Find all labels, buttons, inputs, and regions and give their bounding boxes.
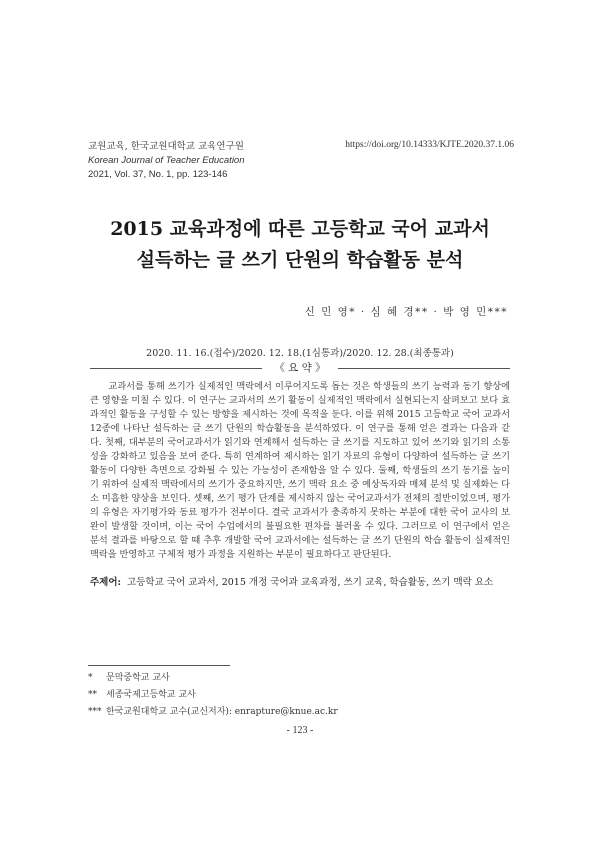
journal-name-korean: 교원교육, 한국교원대학교 교육연구원 — [88, 141, 244, 152]
summary-heading — [90, 361, 510, 375]
footnote-item — [88, 704, 338, 721]
submission-dates: 2020. 11. 16.(접수)/2020. 12. 18.(1심통과)/2020. 12. 28.(최종통과) — [146, 348, 454, 359]
keywords-label: 주제어: — [90, 577, 122, 588]
doi-link[interactable]: https://doi.org/10.14333/KJTE.2020.37.1.06 — [345, 140, 514, 150]
title-line-1: 2015 교육과정에 따른 고등학교 국어 교과서 — [110, 218, 490, 240]
paper-title — [0, 214, 600, 276]
footnote-text: 한국교원대학교 교수(교신저자): enrapture@knue.ac.kr — [106, 707, 338, 717]
journal-name-english: Korean Journal of Teacher Education — [88, 155, 245, 166]
footnote-mark: ** — [88, 690, 97, 700]
author-list: 신 민 영* · 심 혜 경** · 박 영 민*** — [304, 306, 508, 318]
footnote-text: 세종국제고등학교 교사 — [106, 690, 196, 700]
abstract-text: 교과서를 통해 쓰기가 실제적인 맥락에서 이루어지도록 돕는 것은 학생들의 쓰기 능력과 동기 향상에 큰 영향을 미칠 수 있다. 이 연구는 교과서의 쓰기 활동이 실제적인 맥락에서 실현되는지 살펴보고 보다 효과적인 활동을 구성할 수 있는 방향을 제시하는 것에 목적을 둔다. 이를 위해 2015 고등학교 국어 교과서 12종에 나타난 설득하는 글 쓰기 단원의 학습활동을 분석하였다. 이 연구를 통해 얻은 결과는 다음과 같다. 첫째, 대부분의 국어교과서가 읽기와 연계해서 설득하는 글 쓰기를 지도하고 있어 쓰기와 읽기의 소통성을 강화하고 있음을 보여 준다. 특히 연계하여 제시하는 읽기 자료의 유형이 다양하여 설득하는 글 쓰기 활동이 다양한 측면으로 강화될 수 있는 가능성이 존재함을 알 수 있다. 둘째, 학생들의 쓰기 동기를 높이기 위하여 실제적 맥락에서의 쓰기가 중요하지만, 쓰기 맥락 요소 중 예상독자와 매체 분석 및 실제화는 다소 미흡한 양상을 보인다. 셋째, 쓰기 평가 단계를 제시하지 않는 국어교과서가 전체의 절반이었으며, 평가의 유형은 자기평가와 동료 평가가 전부이다. 결국 교과서가 충족하지 못하는 부분에 대한 국어 교사의 보완이 발생할 것이며, 이는 국어 수업에서의 불필요한 편차를 불러올 수 있다. 그러므로 이 연구에서 얻은 분석 결과를 바탕으로 할 때 추후 개발할 국어 교과서에는 설득하는 글 쓰기 단원의 학습 활동이 실제적인 맥락을 반영하고 구체적 평가 과정을 지원하는 부분이 필요하다고 판단된다. — [90, 381, 510, 560]
footnote-mark: * — [88, 673, 93, 683]
page-number: - 123 - — [286, 725, 314, 736]
summary-rule-right — [338, 368, 510, 369]
keywords-text: 고등학교 국어 교과서, 2015 개정 국어과 교육과정, 쓰기 교육, 학습활동, 쓰기 맥락 요소 — [127, 577, 494, 588]
footnote-item — [88, 670, 338, 687]
footnote-rule — [88, 665, 230, 666]
title-line-2: 설득하는 글 쓰기 단원의 학습활동 분석 — [136, 249, 464, 271]
footnotes — [88, 670, 338, 721]
keywords — [90, 574, 520, 588]
footnote-mark: *** — [88, 707, 102, 717]
footnote-text: 문막중학교 교사 — [106, 673, 170, 683]
volume-info: 2021, Vol. 37, No. 1, pp. 123-146 — [88, 169, 228, 180]
journal-header-left — [88, 140, 245, 182]
summary-label: 《 요 약 》 — [274, 362, 326, 374]
footnote-item — [88, 687, 338, 704]
